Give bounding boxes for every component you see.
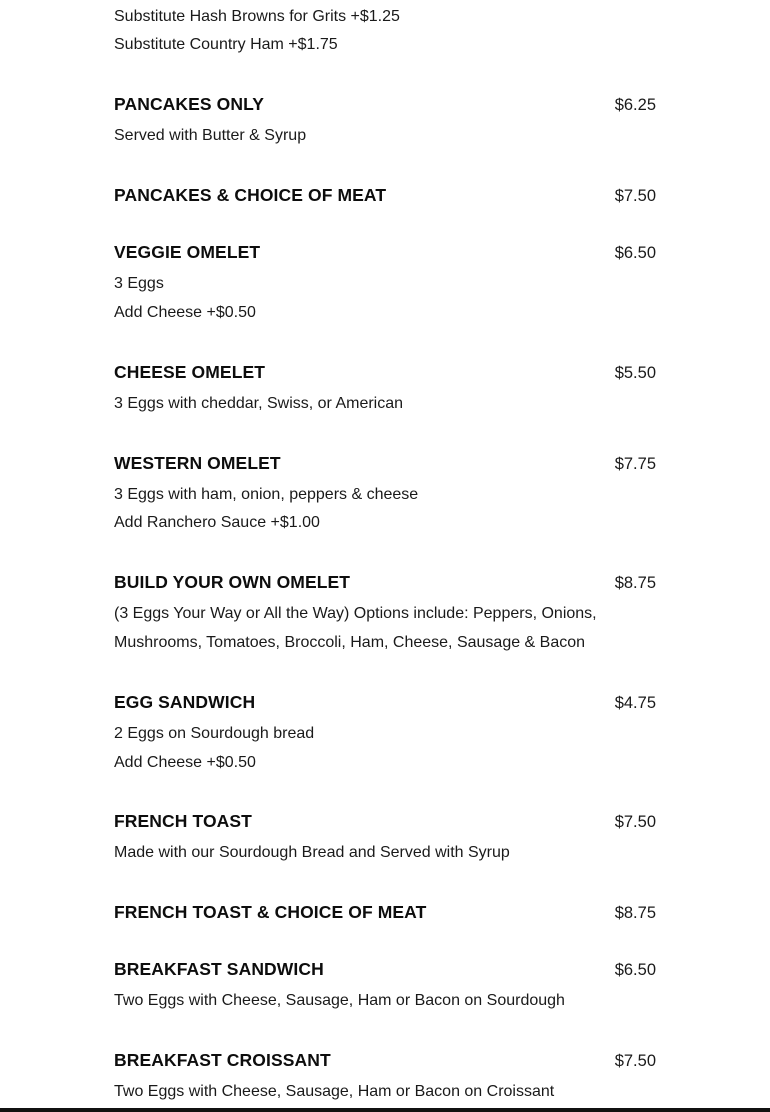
menu-item-price: $7.50: [614, 187, 656, 205]
menu-item-name: EGG SANDWICH: [114, 692, 256, 712]
menu-item-price: $6.50: [614, 244, 656, 262]
menu-item-description: 2 Eggs on Sourdough bread: [114, 725, 315, 742]
menu-item-name: BREAKFAST SANDWICH: [114, 959, 324, 979]
menu-item-description: Add Ranchero Sauce +$1.00: [114, 514, 320, 531]
menu-item-description: Two Eggs with Cheese, Sausage, Ham or Bacon on Sourdough: [114, 992, 565, 1009]
menu-item-header: [114, 807, 656, 837]
menu-item-description: Add Cheese +$0.50: [114, 304, 256, 321]
menu-item-name: PANCAKES ONLY: [114, 94, 265, 114]
menu-item-description: Mushrooms, Tomatoes, Broccoli, Ham, Cheese, Sausage & Bacon: [114, 634, 586, 651]
menu-item-description: 3 Eggs with ham, onion, peppers & cheese: [114, 486, 419, 503]
menu-item-description: (3 Eggs Your Way or All the Way) Options include: Peppers, Onions,: [114, 605, 597, 622]
menu-item-name: FRENCH TOAST: [114, 811, 252, 831]
menu-item-price: $5.50: [614, 364, 656, 382]
menu-item-price: $6.25: [614, 96, 656, 114]
menu-item-description: Add Cheese +$0.50: [114, 754, 256, 771]
menu-item-header: [114, 238, 656, 268]
menu-item-name: BUILD YOUR OWN OMELET: [114, 572, 351, 592]
menu-item-price: $6.50: [614, 961, 656, 979]
menu-item-price: $7.50: [614, 1052, 656, 1070]
menu-item-header: [114, 449, 656, 479]
menu-item-header: [114, 688, 656, 718]
menu-item-description: Made with our Sourdough Bread and Served with Syrup: [114, 844, 510, 861]
menu-item-header: [114, 568, 656, 598]
menu-item-header: [114, 358, 656, 388]
menu-item-header: [114, 955, 656, 985]
menu-note-line: Substitute Hash Browns for Grits +$1.25: [114, 8, 400, 25]
menu-item-price: $7.50: [614, 813, 656, 831]
menu-note-line: Substitute Country Ham +$1.75: [114, 36, 338, 53]
menu-item-name: CHEESE OMELET: [114, 362, 266, 382]
menu-item-header: [114, 90, 656, 120]
menu-item-price: $4.75: [614, 694, 656, 712]
bottom-divider: [0, 1108, 770, 1112]
menu-item-name: WESTERN OMELET: [114, 453, 281, 473]
menu-item-header: [114, 1046, 656, 1076]
menu-item-description: 3 Eggs: [114, 275, 164, 292]
menu-item-name: PANCAKES & CHOICE OF MEAT: [114, 185, 387, 205]
menu-item-name: FRENCH TOAST & CHOICE OF MEAT: [114, 902, 427, 922]
menu-item-name: VEGGIE OMELET: [114, 242, 261, 262]
menu-item-description: Two Eggs with Cheese, Sausage, Ham or Bacon on Croissant: [114, 1083, 555, 1100]
menu-item-price: $8.75: [614, 904, 656, 922]
menu-item-price: $7.75: [614, 455, 656, 473]
menu-item-description: Served with Butter & Syrup: [114, 127, 307, 144]
menu-item-description: 3 Eggs with cheddar, Swiss, or American: [114, 395, 404, 412]
menu-item-price: $8.75: [614, 574, 656, 592]
menu-item-header: [114, 898, 656, 928]
menu-item-name: BREAKFAST CROISSANT: [114, 1050, 331, 1070]
menu-item-header: [114, 181, 656, 211]
